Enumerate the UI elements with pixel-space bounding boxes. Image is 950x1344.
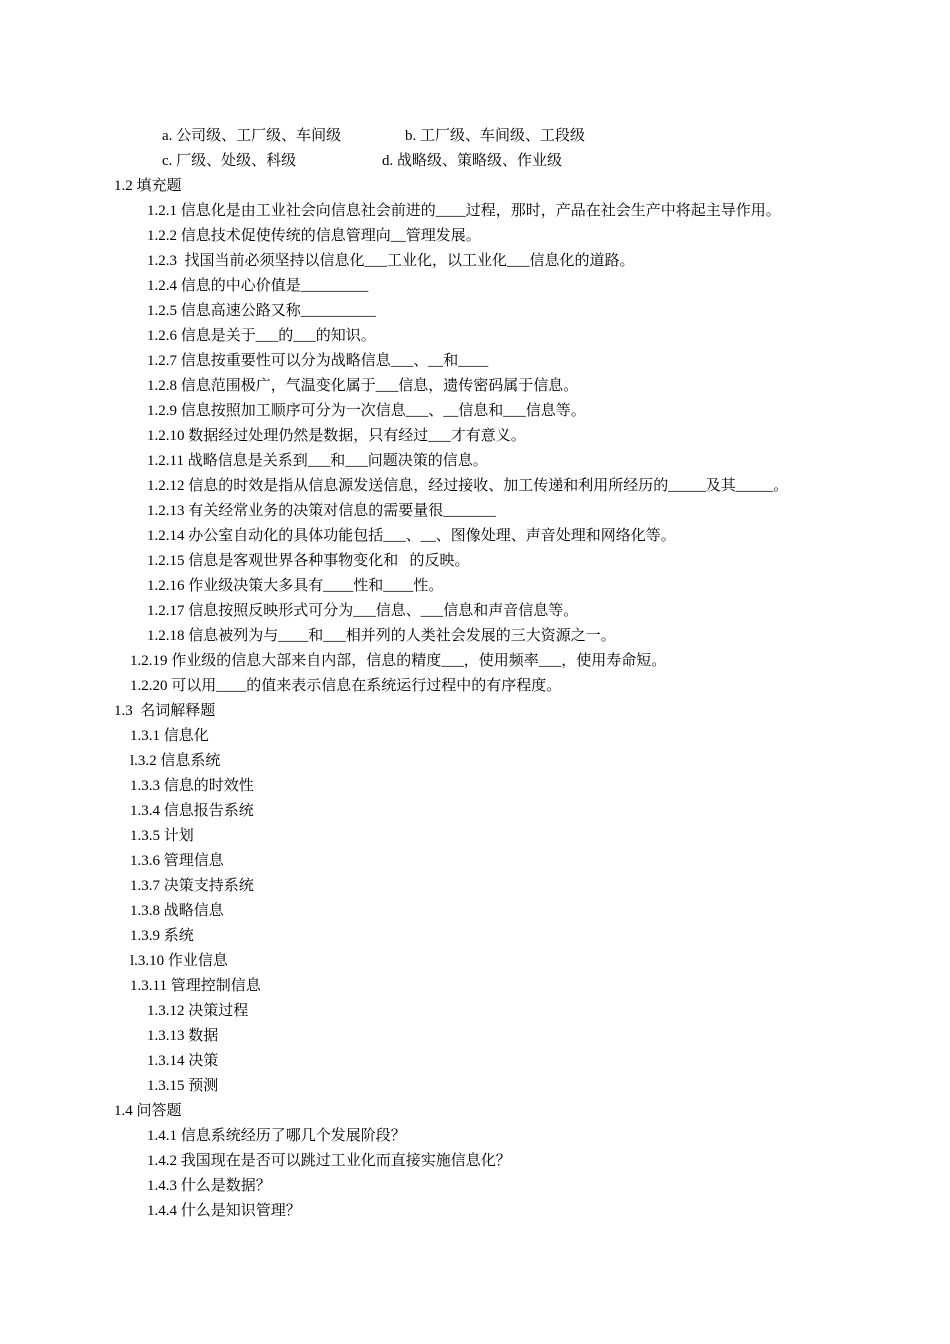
fill-item: 1.2.8 信息范围极广，气温变化属于___信息，遗传密码属于信息。 xyxy=(147,378,579,394)
section-heading-fill: 1.2 填充题 xyxy=(114,178,182,194)
fill-item: 1.2.2 信息技术促使传统的信息管理向__管理发展。 xyxy=(147,228,481,244)
term-item: 1.3.8 战略信息 xyxy=(130,903,224,919)
fill-item: 1.2.5 信息高速公路又称__________ xyxy=(147,303,376,319)
question-item: 1.4.2 我国现在是否可以跳过工业化而直接实施信息化？ xyxy=(147,1153,511,1169)
term-item: 1.3.15 预测 xyxy=(147,1078,219,1094)
fill-item: 1.2.18 信息被列为与____和___相并列的人类社会发展的三大资源之一。 xyxy=(147,628,616,644)
term-item: 1.3.14 决策 xyxy=(147,1053,219,1069)
section-heading-questions: 1.4 问答题 xyxy=(114,1103,182,1119)
fill-item: 1.2.17 信息按照反映形式可分为___信息、___信息和声音信息等。 xyxy=(147,603,579,619)
question-item: 1.4.4 什么是知识管理？ xyxy=(147,1203,301,1219)
question-item: 1.4.1 信息系统经历了哪几个发展阶段？ xyxy=(147,1128,406,1144)
fill-item: 1.2.7 信息按重要性可以分为战略信息___、__和____ xyxy=(147,353,489,369)
term-item: 1.3.12 决策过程 xyxy=(147,1003,249,1019)
term-item: 1.3.3 信息的时效性 xyxy=(130,778,254,794)
term-item: 1.3.9 系统 xyxy=(130,928,194,944)
fill-item: 1.2.14 办公室自动化的具体功能包括___、__、图像处理、声音处理和网络化等。 xyxy=(147,528,676,544)
question-item: 1.4.3 什么是数据？ xyxy=(147,1178,271,1194)
term-item: l.3.2 信息系统 xyxy=(130,753,221,769)
fill-item: 1.2.15 信息是客观世界各种事物变化和 的反映。 xyxy=(147,553,470,569)
choice-b: b. 工厂级、车间级、工段级 xyxy=(405,128,586,144)
fill-item: 1.2.4 信息的中心价值是_________ xyxy=(147,278,369,294)
fill-item: 1.2.1 信息化是由工业社会向信息社会前进的____过程，那时，产品在社会生产中将起主导作用。 xyxy=(147,203,781,219)
choice-c: c. 厂级、处级、科级 xyxy=(162,153,297,169)
choice-d: d. 战略级、策略级、作业级 xyxy=(382,153,563,169)
fill-item: 1.2.16 作业级决策大多具有____性和____性。 xyxy=(147,578,444,594)
term-item: 1.3.11 管理控制信息 xyxy=(130,978,261,994)
term-item: 1.3.1 信息化 xyxy=(130,728,209,744)
fill-item: 1.2.19 作业级的信息大部来自内部，信息的精度___，使用频率___，使用寿命短。 xyxy=(130,653,667,669)
fill-item: 1.2.12 信息的时效是指从信息源发送信息，经过接收、加工传递和利用所经历的_____及其_____。 xyxy=(147,478,789,494)
fill-item: 1.2.13 有关经常业务的决策对信息的需要量很_______ xyxy=(147,503,496,519)
section-heading-terms: 1.3 名词解释题 xyxy=(114,703,216,719)
term-item: 1.3.6 管理信息 xyxy=(130,853,224,869)
fill-item: 1.2.10 数据经过处理仍然是数据，只有经过___才有意义。 xyxy=(147,428,526,444)
choice-a: a. 公司级、工厂级、车间级 xyxy=(162,128,342,144)
term-item: 1.3.5 计划 xyxy=(130,828,194,844)
fill-item: 1.2.9 信息按照加工顺序可分为一次信息___、__信息和___信息等。 xyxy=(147,403,586,419)
term-item: l.3.10 作业信息 xyxy=(130,953,228,969)
term-item: 1.3.4 信息报告系统 xyxy=(130,803,254,819)
fill-item: 1.2.3 找国当前必须坚持以信息化___工业化，以工业化___信息化的道路。 xyxy=(147,253,635,269)
fill-item: 1.2.6 信息是关于___的___的知识。 xyxy=(147,328,376,344)
fill-item: 1.2.11 战略信息是关系到___和___问题决策的信息。 xyxy=(147,453,488,469)
term-item: 1.3.7 决策支持系统 xyxy=(130,878,254,894)
term-item: 1.3.13 数据 xyxy=(147,1028,219,1044)
fill-item: 1.2.20 可以用____的值来表示信息在系统运行过程中的有序程度。 xyxy=(130,678,562,694)
